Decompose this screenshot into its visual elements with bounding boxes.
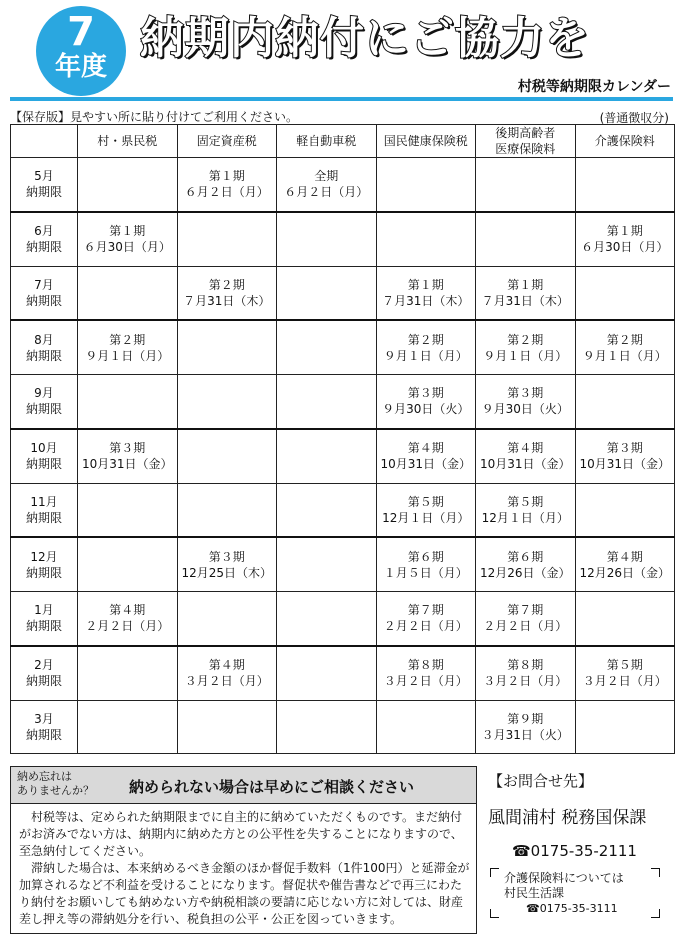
deadline-cell: 第４期 ３月２日（月） bbox=[177, 646, 277, 700]
deadline-cell: 第２期 ９月１日（月） bbox=[575, 320, 675, 374]
notice-box bbox=[10, 766, 477, 934]
notice-title: 納められない場合は早めにご相談ください bbox=[129, 778, 415, 796]
deadline-cell bbox=[277, 646, 377, 700]
deadline-cell bbox=[575, 158, 675, 212]
deadline-cell bbox=[575, 266, 675, 320]
deadline-cell: 第３期 ９月30日（火） bbox=[376, 375, 476, 429]
deadline-cell: 第３期 ９月30日（火） bbox=[476, 375, 576, 429]
year-badge bbox=[36, 6, 126, 96]
deadline-cell: 第２期 ９月１日（月） bbox=[376, 320, 476, 374]
month-label: 1月 納期限 bbox=[11, 592, 78, 646]
deadline-cell bbox=[78, 375, 178, 429]
table-row bbox=[11, 592, 675, 646]
kaigo-contact-box bbox=[490, 868, 660, 918]
deadline-cell bbox=[177, 429, 277, 483]
deadline-cell bbox=[78, 266, 178, 320]
bracket-corner bbox=[490, 909, 499, 918]
deadline-cell: 第５期 12月１日（月） bbox=[376, 483, 476, 537]
table-row bbox=[11, 158, 675, 212]
deadline-cell bbox=[78, 483, 178, 537]
deadline-cell: 第８期 ３月２日（月） bbox=[376, 646, 476, 700]
table-row bbox=[11, 320, 675, 374]
deadline-cell: 第３期 10月31日（金） bbox=[78, 429, 178, 483]
deadline-cell bbox=[177, 483, 277, 537]
deadline-cell bbox=[78, 700, 178, 754]
notice-small-label: 納め忘れは ありませんか？ bbox=[17, 770, 94, 797]
deadline-cell bbox=[277, 429, 377, 483]
table-header-row bbox=[11, 125, 675, 158]
deadline-cell: 第１期 ７月31日（木） bbox=[376, 266, 476, 320]
deadline-cell: 第２期 ９月１日（月） bbox=[476, 320, 576, 374]
contact-label: 【お問合せ先】 bbox=[488, 772, 594, 790]
deadline-cell bbox=[376, 212, 476, 266]
deadline-cell: 第６期 12月26日（金） bbox=[476, 537, 576, 591]
header-corner bbox=[11, 125, 78, 158]
deadline-cell bbox=[476, 212, 576, 266]
deadline-cell bbox=[575, 592, 675, 646]
contact-office: 風間浦村 税務国保課 bbox=[488, 808, 647, 828]
deadline-cell bbox=[78, 537, 178, 591]
month-label: 3月 納期限 bbox=[11, 700, 78, 754]
deadline-cell bbox=[476, 158, 576, 212]
deadline-cell: 第５期 ３月２日（月） bbox=[575, 646, 675, 700]
column-header: 村・県民税 bbox=[78, 125, 178, 158]
collection-type-note: (普通徴収分) bbox=[599, 111, 669, 125]
month-label: 8月 納期限 bbox=[11, 320, 78, 374]
year-suffix: 年度 bbox=[54, 52, 107, 82]
bracket-corner bbox=[651, 868, 660, 877]
month-label: 5月 納期限 bbox=[11, 158, 78, 212]
month-label: 9月 納期限 bbox=[11, 375, 78, 429]
deadline-cell bbox=[277, 592, 377, 646]
table-row bbox=[11, 266, 675, 320]
page-title: 納期内納付にご協力を bbox=[140, 13, 590, 64]
table-row bbox=[11, 429, 675, 483]
month-label: 7月 納期限 bbox=[11, 266, 78, 320]
notice-header bbox=[11, 767, 476, 804]
deadline-cell bbox=[177, 212, 277, 266]
header bbox=[0, 0, 683, 100]
deadline-cell bbox=[177, 320, 277, 374]
month-label: 11月 納期限 bbox=[11, 483, 78, 537]
table-row bbox=[11, 375, 675, 429]
deadline-cell: 第８期 ３月２日（月） bbox=[476, 646, 576, 700]
deadline-cell bbox=[277, 320, 377, 374]
deadline-cell bbox=[277, 483, 377, 537]
deadline-cell bbox=[177, 375, 277, 429]
deadline-cell: 第４期 ２月２日（月） bbox=[78, 592, 178, 646]
deadline-cell: 第７期 ２月２日（月） bbox=[476, 592, 576, 646]
deadline-cell: 第１期 ６月30日（月） bbox=[575, 212, 675, 266]
deadline-cell bbox=[177, 592, 277, 646]
contact-phone: ☎0175-35-2111 bbox=[512, 842, 637, 860]
year-number: 7 bbox=[67, 9, 95, 55]
header-divider bbox=[10, 97, 673, 101]
table-row bbox=[11, 483, 675, 537]
deadline-cell: 第１期 ６月２日（月） bbox=[177, 158, 277, 212]
deadline-cell: 第３期 10月31日（金） bbox=[575, 429, 675, 483]
column-header: 後期高齢者 医療保険料 bbox=[476, 125, 576, 158]
deadline-cell: 第１期 ７月31日（木） bbox=[476, 266, 576, 320]
month-label: 2月 納期限 bbox=[11, 646, 78, 700]
deadline-cell bbox=[575, 483, 675, 537]
deadline-calendar-table bbox=[10, 124, 675, 754]
deadline-cell: 第４期 10月31日（金） bbox=[376, 429, 476, 483]
deadline-cell bbox=[277, 266, 377, 320]
deadline-cell bbox=[575, 700, 675, 754]
kaigo-phone: ☎0175-35-3111 bbox=[526, 902, 618, 915]
notice-paragraph: 村税等は、定められた納期限までに自主的に納めていただくものです。まだ納付がお済みでない方は、納期内に納めた方との公平性を失することになりますので、至急納付してください。 bbox=[19, 810, 463, 858]
deadline-cell: 第９期 ３月31日（火） bbox=[476, 700, 576, 754]
month-label: 10月 納期限 bbox=[11, 429, 78, 483]
kaigo-department: 村民生活課 bbox=[504, 886, 565, 900]
deadline-cell: 第１期 ６月30日（月） bbox=[78, 212, 178, 266]
deadline-cell: 第６期 １月５日（月） bbox=[376, 537, 476, 591]
month-label: 6月 納期限 bbox=[11, 212, 78, 266]
notice-paragraph: 滞納した場合は、本来納めるべき金額のほか督促手数料（1件100円）と延滞金が加算されるなど不利益を受けることになります。督促状や催告書などで再三にわたり納付をお願いしても納めない方や納税相談の要請に応じない方に対しては、財産差し押え等の滞納処分を行い、税負担の公平・公正を図っていきます。 bbox=[19, 861, 470, 926]
deadline-cell: 第４期 10月31日（金） bbox=[476, 429, 576, 483]
deadline-cell: 第７期 ２月２日（月） bbox=[376, 592, 476, 646]
contact-section bbox=[488, 770, 678, 860]
notice-body bbox=[19, 809, 471, 928]
deadline-cell: 第２期 ７月31日（木） bbox=[177, 266, 277, 320]
bracket-corner bbox=[490, 868, 499, 877]
table-row bbox=[11, 646, 675, 700]
deadline-cell bbox=[376, 158, 476, 212]
deadline-cell bbox=[78, 158, 178, 212]
table-row bbox=[11, 212, 675, 266]
deadline-cell: 全期 ６月２日（月） bbox=[277, 158, 377, 212]
kaigo-note: 介護保険料については bbox=[504, 871, 624, 885]
deadline-cell: 第３期 12月25日（木） bbox=[177, 537, 277, 591]
deadline-cell: 第５期 12月１日（月） bbox=[476, 483, 576, 537]
column-header: 国民健康保険税 bbox=[376, 125, 476, 158]
table-row bbox=[11, 700, 675, 754]
column-header: 固定資産税 bbox=[177, 125, 277, 158]
keep-note: 【保存版】見やすい所に貼り付けてご利用ください。 bbox=[10, 110, 299, 124]
column-header: 軽自動車税 bbox=[277, 125, 377, 158]
deadline-cell bbox=[575, 375, 675, 429]
table-row bbox=[11, 537, 675, 591]
deadline-cell bbox=[376, 700, 476, 754]
deadline-cell: 第２期 ９月１日（月） bbox=[78, 320, 178, 374]
column-header: 介護保険料 bbox=[575, 125, 675, 158]
deadline-cell bbox=[277, 212, 377, 266]
deadline-cell bbox=[277, 537, 377, 591]
deadline-cell bbox=[78, 646, 178, 700]
page-subtitle: 村税等納期限カレンダー bbox=[517, 79, 671, 95]
deadline-cell bbox=[177, 700, 277, 754]
bracket-corner bbox=[651, 909, 660, 918]
deadline-cell: 第４期 12月26日（金） bbox=[575, 537, 675, 591]
deadline-cell bbox=[277, 375, 377, 429]
month-label: 12月 納期限 bbox=[11, 537, 78, 591]
deadline-cell bbox=[277, 700, 377, 754]
